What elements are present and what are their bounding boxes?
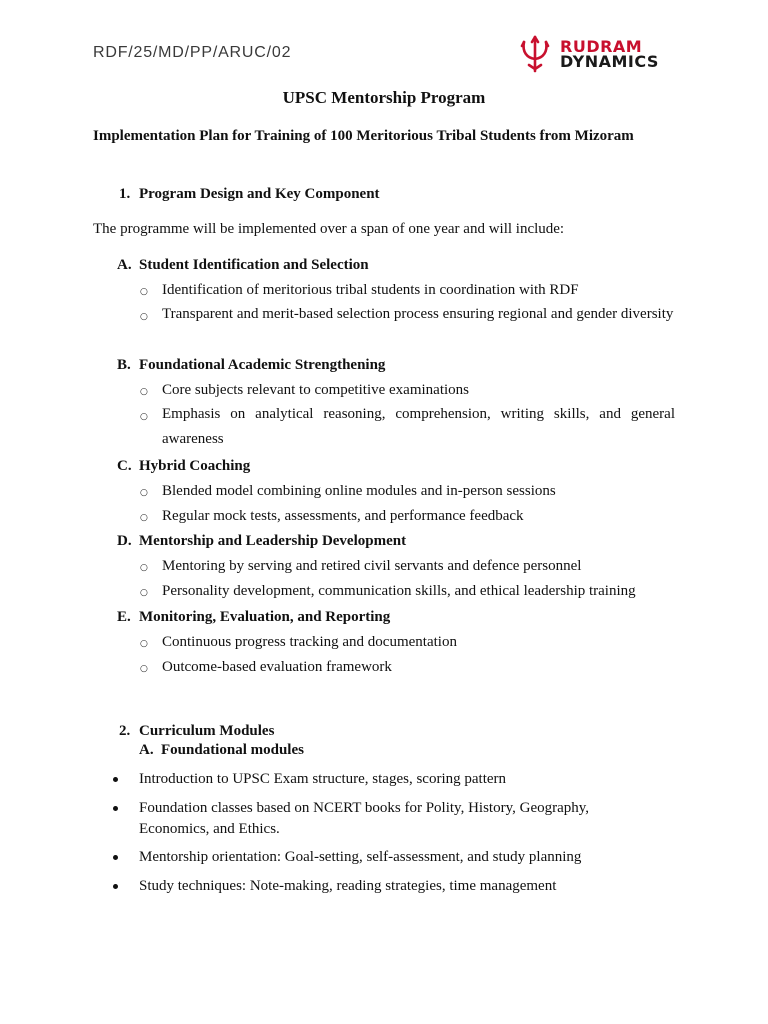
subsection-a-heading: A. Student Identification and Selection — [117, 257, 369, 273]
bullet-icon — [113, 855, 118, 860]
logo-text-dynamics: DYNAMICS — [560, 52, 659, 71]
list-item: Transparent and merit-based selection process ensuring regional and gender diversity — [162, 306, 674, 322]
logo-text-rudram: RUDRAM — [560, 37, 643, 56]
list-item: Foundation classes based on NCERT books for Polity, History, Geography, — [139, 800, 590, 816]
section-2-subheading: A. Foundational modules — [139, 742, 304, 758]
subsection-c-heading: C. Hybrid Coaching — [117, 458, 251, 474]
section-1-intro: The programme will be implemented over a span of one year and will include: — [93, 221, 565, 237]
page-subtitle: Implementation Plan for Training of 100 Meritorious Tribal Students from Mizoram — [93, 128, 634, 144]
bullet-icon — [113, 884, 118, 889]
circle-bullet-icon: ○ — [140, 664, 148, 674]
circle-bullet-icon: ○ — [140, 563, 148, 573]
list-item: Mentoring by serving and retired civil servants and defence personnel — [162, 558, 582, 574]
list-item: Identification of meritorious tribal students in coordination with RDF — [162, 282, 579, 298]
bullet-icon — [113, 806, 118, 811]
section-2-heading: Curriculum Modules — [139, 723, 275, 739]
company-logo — [518, 34, 659, 74]
page-title: UPSC Mentorship Program — [282, 88, 486, 107]
circle-bullet-icon: ○ — [140, 387, 148, 397]
circle-bullet-icon: ○ — [140, 287, 148, 297]
list-item: Study techniques: Note-making, reading strategies, time management — [139, 878, 557, 894]
circle-bullet-icon: ○ — [140, 588, 148, 598]
list-item: Regular mock tests, assessments, and performance feedback — [162, 508, 524, 524]
list-item: Core subjects relevant to competitive examinations — [162, 382, 469, 398]
section-2-number: 2. — [119, 723, 131, 739]
bullet-icon — [113, 777, 118, 782]
list-item: Emphasis on analytical reasoning, comprehension, writing skills, and general awareness — [162, 406, 675, 447]
list-item: Personality development, communication skills, and ethical leadership training — [162, 583, 636, 599]
circle-bullet-icon: ○ — [140, 513, 148, 523]
section-1-heading: Program Design and Key Component — [139, 186, 380, 202]
circle-bullet-icon: ○ — [140, 412, 148, 422]
list-item: Outcome-based evaluation framework — [162, 659, 392, 675]
list-item: Blended model combining online modules and in-person sessions — [162, 483, 556, 499]
list-item: Continuous progress tracking and documentation — [162, 634, 457, 650]
trident-icon — [518, 34, 552, 74]
circle-bullet-icon: ○ — [140, 312, 148, 322]
subsection-e-heading: E. Monitoring, Evaluation, and Reporting — [117, 609, 391, 625]
list-item: Introduction to UPSC Exam structure, stages, scoring pattern — [139, 771, 507, 787]
list-item-continuation: Economics, and Ethics. — [139, 821, 280, 837]
circle-bullet-icon: ○ — [140, 639, 148, 649]
section-1-number: 1. — [119, 186, 131, 202]
list-item: Mentorship orientation: Goal-setting, self-assessment, and study planning — [139, 849, 582, 865]
subsection-b-heading: B. Foundational Academic Strengthening — [117, 357, 386, 373]
document-code: RDF/25/MD/PP/ARUC/02 — [93, 44, 292, 61]
circle-bullet-icon: ○ — [140, 488, 148, 498]
subsection-d-heading: D. Mentorship and Leadership Development — [117, 533, 407, 549]
